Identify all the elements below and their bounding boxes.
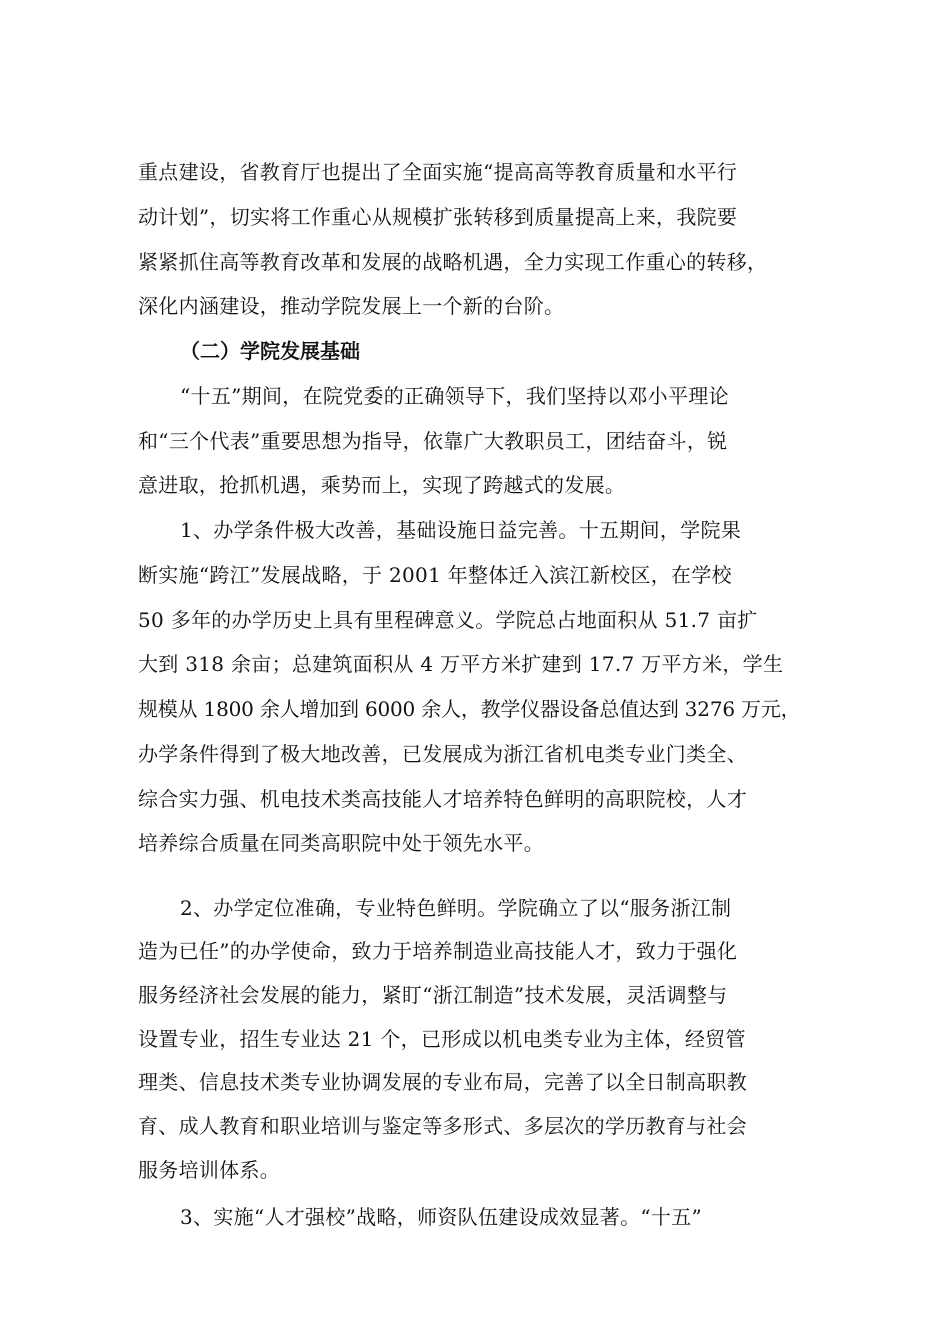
- paragraph-4-line-4: 设置专业，招生专业达 21 个，已形成以机电类专业为主体，经贸管: [138, 1027, 746, 1051]
- paragraph-2-line-3: 意进取，抢抓机遇，乘势而上，实现了跨越式的发展。: [138, 473, 626, 497]
- paragraph-1-line-4: 深化内涵建设，推动学院发展上一个新的台阶。: [138, 294, 565, 318]
- paragraph-2-line-2: 和“三个代表”重要思想为指导，依靠广大教职员工，团结奋斗，锐: [138, 429, 728, 453]
- paragraph-1-line-2: 动计划”，切实将工作重心从规模扩张转移到质量提高上来，我院要: [138, 205, 738, 229]
- paragraph-3-line-7: 综合实力强、机电技术类高技能人才培养特色鲜明的高职院校，人才: [138, 787, 747, 811]
- paragraph-4-line-5: 理类、信息技术类专业协调发展的专业布局，完善了以全日制高职教: [138, 1070, 747, 1094]
- paragraph-4-line-7: 服务培训体系。: [138, 1158, 281, 1182]
- paragraph-5-line-1: 3、实施“人才强校”战略，师资队伍建设成效显著。“十五”: [180, 1205, 703, 1229]
- paragraph-1-line-3: 紧紧抓住高等教育改革和发展的战略机遇，全力实现工作重心的转移，: [138, 250, 768, 274]
- paragraph-3-line-5: 规模从 1800 余人增加到 6000 余人，教学仪器设备总值达到 3276 万元，: [138, 697, 801, 721]
- paragraph-3-line-2: 断实施“跨江”发展战略，于 2001 年整体迁入滨江新校区，在学校: [138, 563, 732, 587]
- paragraph-4-line-1: 2、办学定位准确，专业特色鲜明。学院确立了以“服务浙江制: [180, 896, 732, 920]
- paragraph-4-line-3: 服务经济社会发展的能力，紧盯“浙江制造”技术发展，灵活调整与: [138, 983, 728, 1007]
- paragraph-3-line-8: 培养综合质量在同类高职院中处于领先水平。: [138, 831, 544, 855]
- paragraph-3-line-1: 1、办学条件极大改善，基础设施日益完善。十五期间，学院果: [180, 518, 742, 542]
- paragraph-4-line-2: 造为已任”的办学使命，致力于培养制造业高技能人才，致力于强化: [138, 939, 738, 963]
- section-heading: （二）学院发展基础: [180, 339, 360, 363]
- paragraph-1-line-1: 重点建设，省教育厅也提出了全面实施“提高高等教育质量和水平行: [138, 160, 738, 184]
- paragraph-3-line-6: 办学条件得到了极大地改善，已发展成为浙江省机电类专业门类全、: [138, 742, 747, 766]
- paragraph-4-line-6: 育、成人教育和职业培训与鉴定等多形式、多层次的学历教育与社会: [138, 1114, 747, 1138]
- paragraph-3-line-4: 大到 318 余亩；总建筑面积从 4 万平方米扩建到 17.7 万平方米，学生: [138, 652, 784, 676]
- paragraph-3-line-3: 50 多年的办学历史上具有里程碑意义。学院总占地面积从 51.7 亩扩: [138, 608, 758, 632]
- paragraph-2-line-1: “十五”期间，在院党委的正确领导下，我们坚持以邓小平理论: [180, 384, 729, 408]
